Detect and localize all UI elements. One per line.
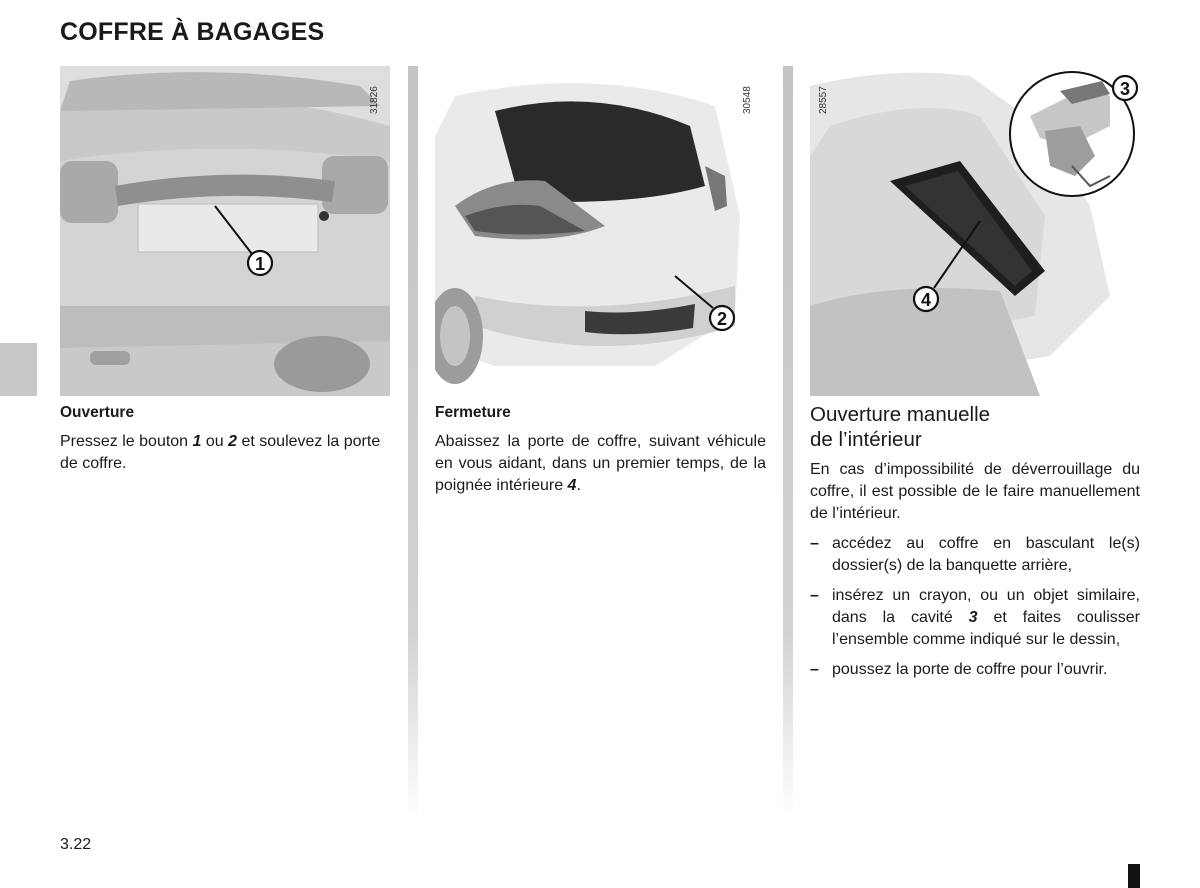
- section-heading-ouverture: Ouverture: [60, 404, 135, 421]
- figure-sedan-rear: [60, 66, 390, 396]
- page-number: 3.22: [60, 836, 92, 853]
- chapter-tab: [0, 343, 37, 396]
- figure-code-1: 31826: [369, 86, 380, 114]
- figure-code-3: 28557: [818, 86, 829, 114]
- hatchback-rear-illustration: [435, 66, 765, 396]
- figure-code-2: 30548: [742, 86, 753, 114]
- column-divider-1: [408, 66, 418, 820]
- tailgate-interior-illustration: [810, 66, 1140, 396]
- page-title: COFFRE À BAGAGES: [60, 18, 325, 46]
- sedan-rear-illustration: [60, 66, 390, 396]
- paragraph-ouverture: Pressez le bouton 1 ou 2 et soulevez la porte de coffre.: [60, 433, 381, 472]
- list-item: – poussez la porte de coffre pour l’ouvrir.: [810, 659, 1140, 681]
- figure-tailgate-interior: [810, 66, 1140, 396]
- paragraph-fermeture: Abaissez la porte de coffre, suivant véhicule en vous aidant, dans un premier temps, de la poignée intérieure 4.: [435, 433, 766, 494]
- callout-2: 2: [716, 309, 728, 329]
- figure-hatchback-rear: [435, 66, 765, 396]
- manual-steps-list: [810, 533, 1140, 689]
- page-corner-mark: [1128, 864, 1140, 888]
- callout-1: 1: [254, 254, 266, 274]
- column-divider-2: [783, 66, 793, 820]
- callout-3: 3: [1119, 79, 1131, 99]
- list-item: – insérez un crayon, ou un objet similaire, dans la cavité 3 et faites coulisser l’ensemble comme indiqué sur le dessin,: [810, 585, 1140, 651]
- list-item: – accédez au coffre en basculant le(s) dossier(s) de la banquette arrière,: [810, 533, 1140, 577]
- section-heading-fermeture: Fermeture: [435, 404, 511, 421]
- paragraph-manual-intro: En cas d’impossibilité de déverrouillage du coffre, il est possible de le faire manuellement de l’intérieur.: [810, 461, 1140, 522]
- callout-4: 4: [920, 290, 932, 310]
- section-heading-manual-opening: Ouverture manuelle de l’intérieur: [810, 403, 991, 451]
